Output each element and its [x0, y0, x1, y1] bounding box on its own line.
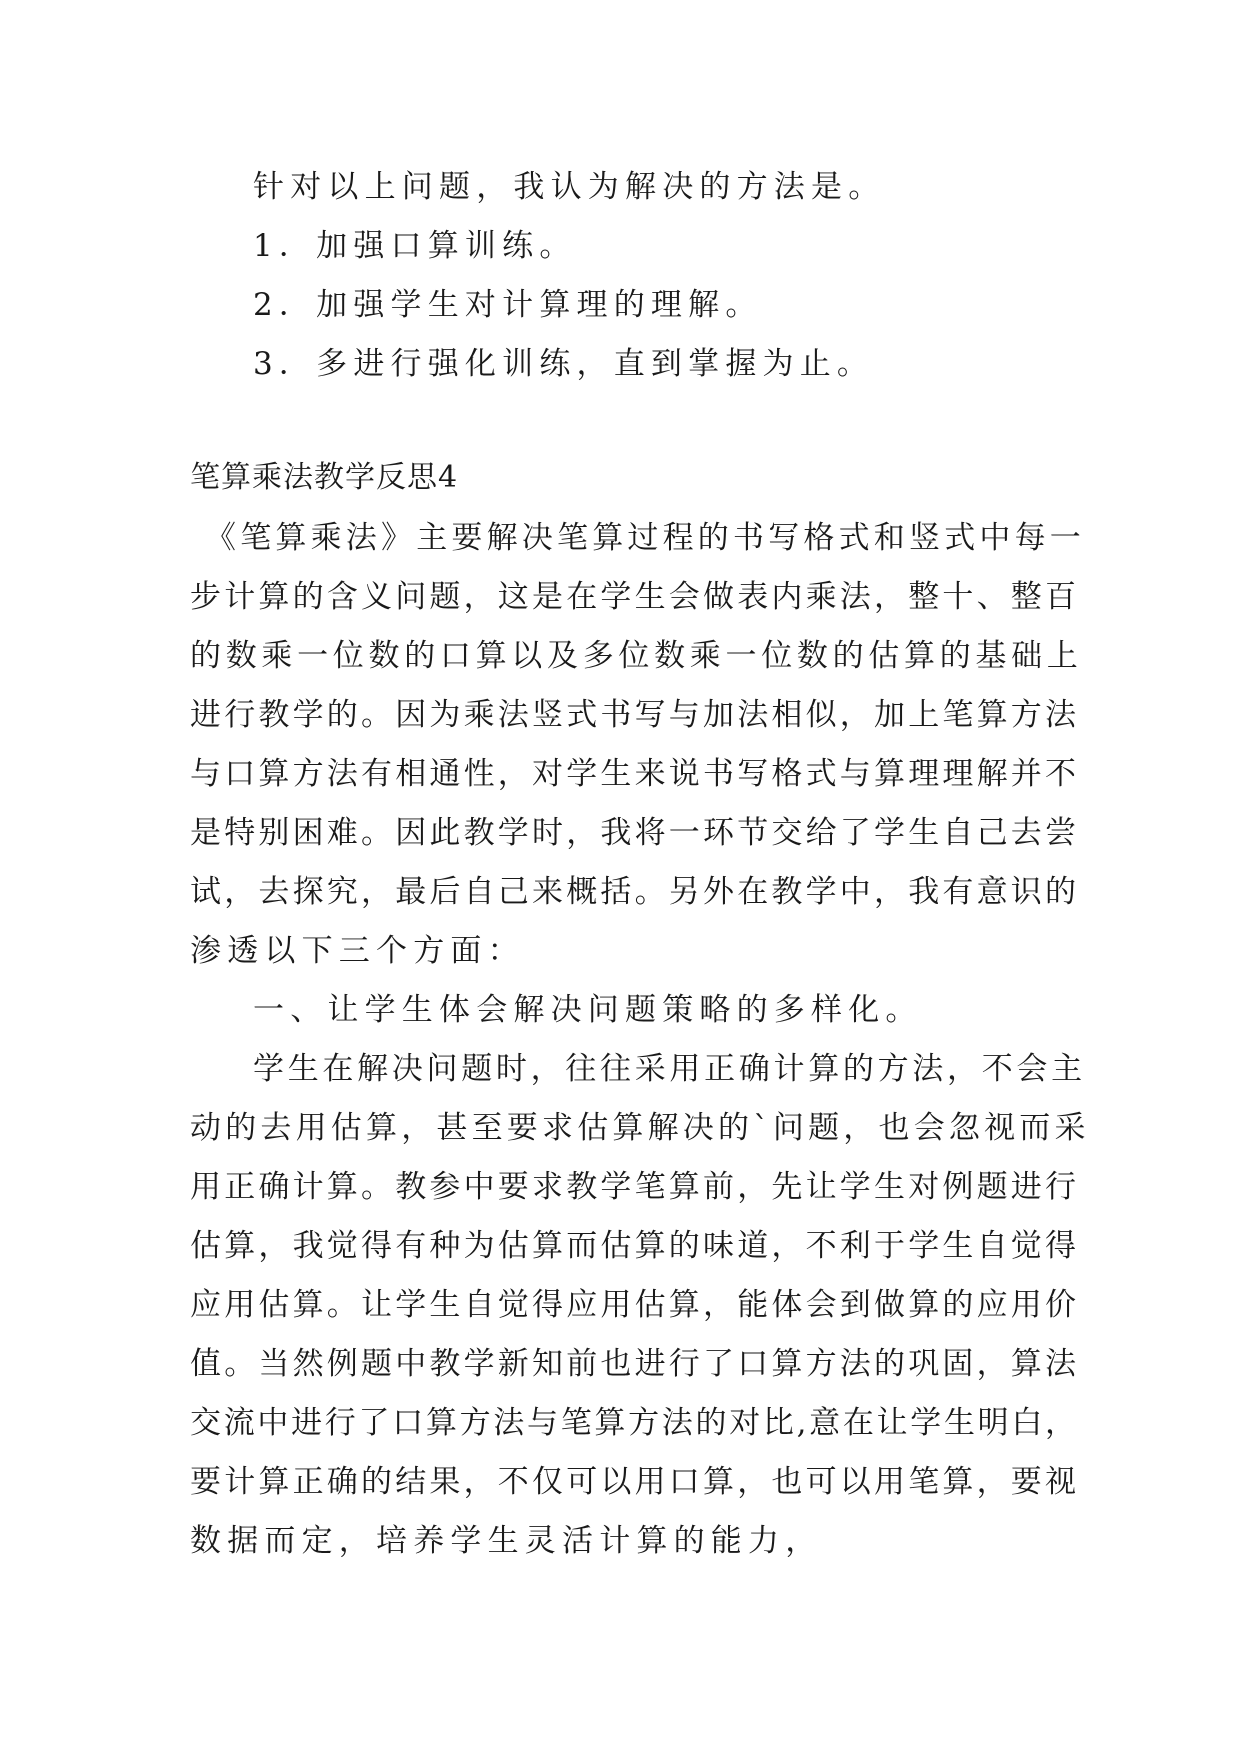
paragraph-2-line: 值。当然例题中教学新知前也进行了口算方法的巩固，算法 — [190, 1346, 1080, 1382]
paragraph-2-line: 交流中进行了口算方法与笔算方法的对比,意在让学生明白， — [190, 1405, 1079, 1441]
paragraph-2-line: 动的去用估算，甚至要求估算解决的`问题，也会忽视而采 — [190, 1110, 1090, 1146]
paragraph-1-line: 与口算方法有相通性，对学生来说书写格式与算理理解并不 — [190, 756, 1080, 792]
paragraph-1-line: 是特别困难。因此教学时，我将一环节交给了学生自己去尝 — [190, 815, 1080, 851]
paragraph-2-line: 要计算正确的结果，不仅可以用口算，也可以用笔算，要视 — [190, 1464, 1080, 1500]
paragraph-1-line: 的数乘一位数的口算以及多位数乘一位数的估算的基础上 — [190, 638, 1083, 674]
paragraph-2-line: 估算，我觉得有种为估算而估算的味道，不利于学生自觉得 — [190, 1228, 1080, 1264]
intro-sentence: 针对以上问题，我认为解决的方法是。 — [253, 169, 886, 205]
section-title: 笔算乘法教学反思4 — [190, 460, 459, 495]
paragraph-2-line: 学生在解决问题时，往往采用正确计算的方法，不会主 — [253, 1051, 1086, 1087]
paragraph-2-line: 数据而定，培养学生灵活计算的能力， — [190, 1523, 823, 1559]
paragraph-1-line: 进行教学的。因为乘法竖式书写与加法相似，加上笔算方法 — [190, 697, 1080, 733]
point-heading: 一、让学生体会解决问题策略的多样化。 — [253, 992, 923, 1028]
list-item-3: 3．多进行强化训练，直到掌握为止。 — [253, 346, 875, 382]
paragraph-1-line: 渗透以下三个方面： — [190, 933, 525, 969]
paragraph-2-line: 用正确计算。教参中要求教学笔算前，先让学生对例题进行 — [190, 1169, 1080, 1205]
list-item-1: 1．加强口算训练。 — [253, 228, 577, 264]
list-item-2: 2．加强学生对计算理的理解。 — [253, 287, 763, 323]
paragraph-1-line: 步计算的含义问题，这是在学生会做表内乘法，整十、整百 — [190, 579, 1080, 615]
paragraph-1-line: 《笔算乘法》主要解决笔算过程的书写格式和竖式中每一 — [205, 520, 1085, 556]
paragraph-1-line: 试，去探究，最后自己来概括。另外在教学中，我有意识的 — [190, 874, 1080, 910]
paragraph-2-line: 应用估算。让学生自觉得应用估算，能体会到做算的应用价 — [190, 1287, 1080, 1323]
